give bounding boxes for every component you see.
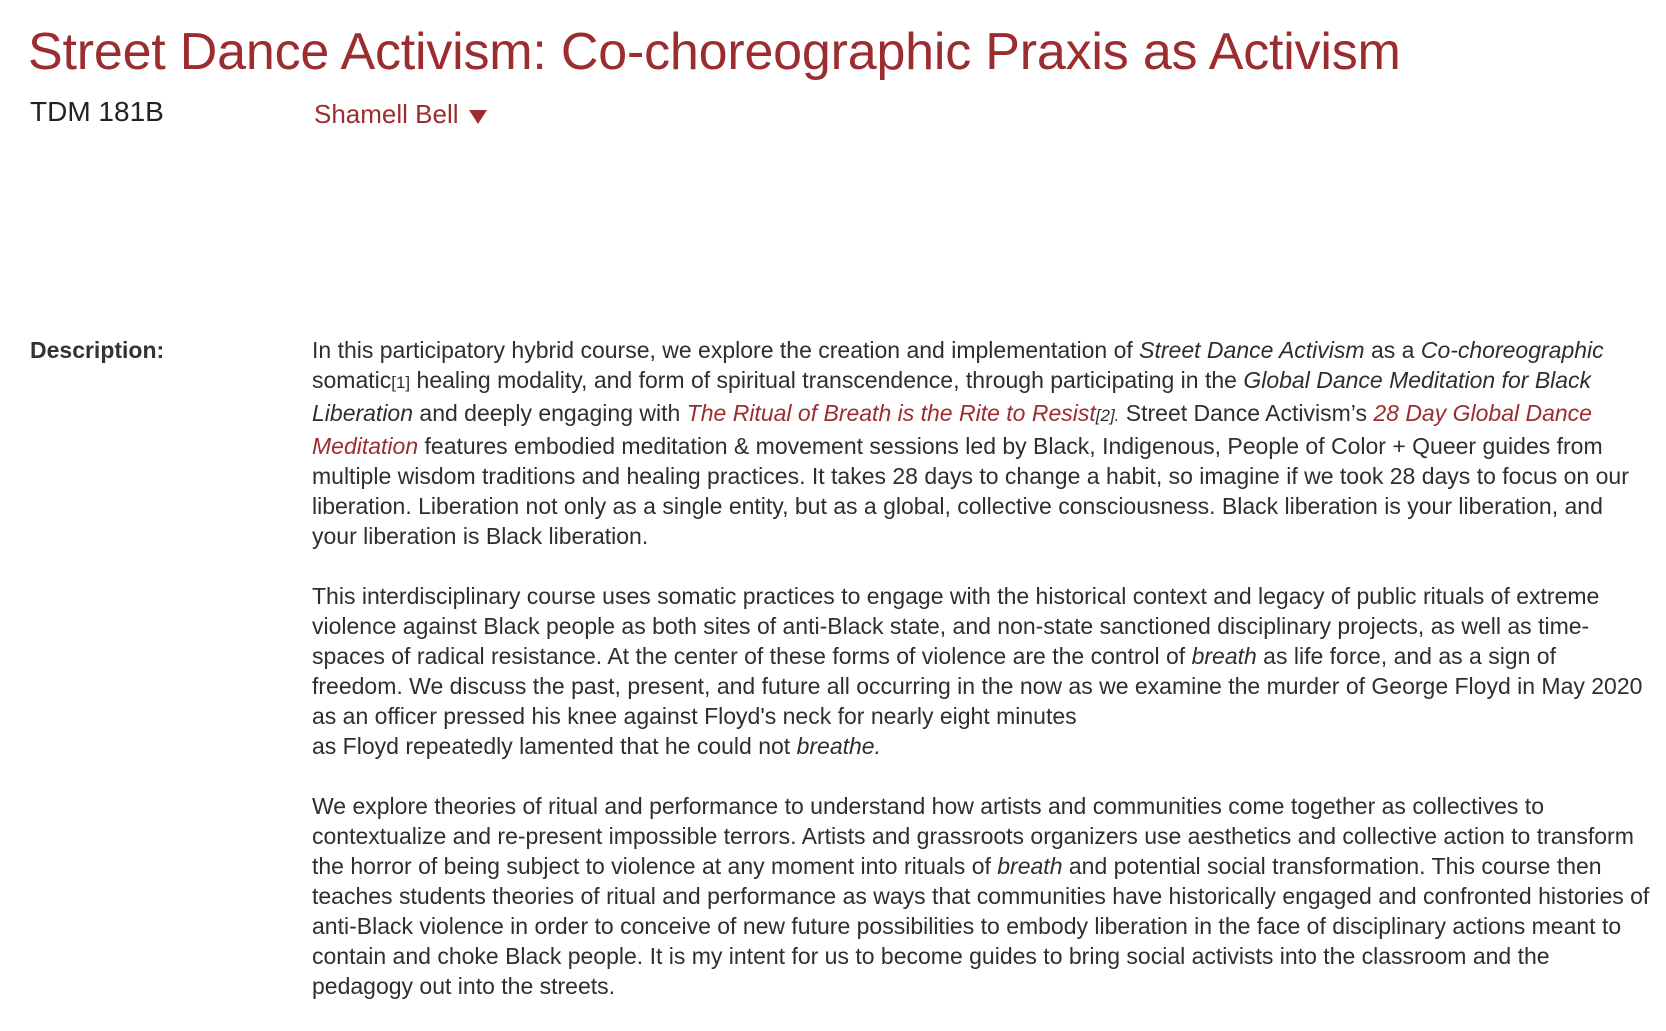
instructor-name[interactable]: Shamell Bell [314,99,459,129]
description-paragraph-2: This interdisciplinary course uses somatic practices to engage with the historical context and legacy of public rituals of extreme violence against Black people as both sites of anti-Black state, and non-state sanctioned disciplinary projects, as well as time-spaces of radical resistance. At the center of these forms of violence are the control of breath as life force, and as a sign of freedom. We discuss the past, present, and future all occurring in the now as we examine the murder of George Floyd in May 2020 as an officer pressed his knee against Floyd's neck for nearly eight minutes as Floyd repeatedly lamented that he could not breathe. [312,583,1643,759]
description-paragraph-3: We explore theories of ritual and performance to understand how artists and communities come together as collectives to contextualize and re-present impossible terrors. Artists and grassroots organizers use aesthetics and collective action to transform the horror of being subject to violence at any moment into rituals of breath and potential social transformation. This course then teaches students theories of ritual and performance as ways that communities have historically engaged and confronted histories of anti-Black violence in order to conceive of new future possibilities to embody liberation in the face of disciplinary actions meant to contain and choke Black people. It is my intent for us to become guides to bring social activists into the classroom and the pedagogy out into the streets. [312,793,1650,999]
instructor-dropdown[interactable] [314,99,487,130]
ritual-of-breath-link[interactable]: The Ritual of Breath is the Rite to Resist [686,400,1096,426]
caret-down-icon[interactable] [469,110,487,124]
description-body [312,335,1652,1031]
footnote-ref-1[interactable]: [1] [391,373,411,392]
footnote-ref-2[interactable]: [2]. [1095,406,1120,425]
description-label: Description: [30,337,165,363]
description-paragraph-1: In this participatory hybrid course, we explore the creation and implementation of Street Dance Activism as a Co-choreographic somatic[1] healing modality, and form of spiritual transcendence, through participating in the Global Dance Meditation for Black Liberation and deeply engaging with The Ritual of Breath is the Rite to Resist[2]. Street Dance Activism’s 28 Day Global Dance Meditation features embodied meditation & movement sessions led by Black, Indigenous, People of Color + Queer guides from multiple wisdom traditions and healing practices. It takes 28 days to change a habit, so imagine if we took 28 days to focus on our liberation. Liberation not only as a single entity, but as a global, collective consciousness. Black liberation is your liberation, and your liberation is Black liberation. [312,337,1629,549]
page-title: Street Dance Activism: Co-choreographic Praxis as Activism [28,23,1401,81]
course-code: TDM 181B [30,96,164,127]
global-dance-meditation-link[interactable]: 28 Day Global Dance Meditation [312,400,1592,459]
